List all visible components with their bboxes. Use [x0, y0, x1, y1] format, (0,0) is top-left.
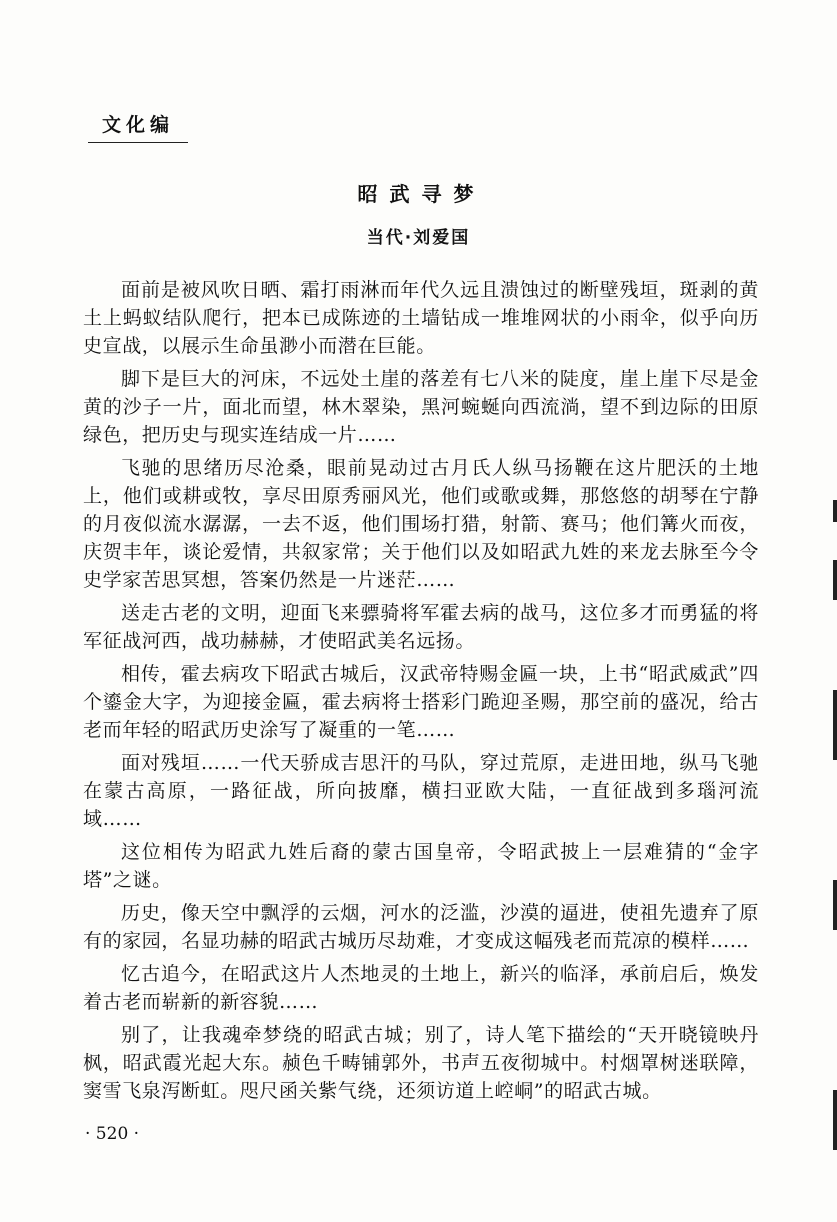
- paragraph: 面前是被风吹日晒、霜打雨淋而年代久远且溃蚀过的断壁残垣，斑剥的黄土上蚂蚁结队爬行，把本已成陈迹的土墙钻成一堆堆网状的小雨伞，似乎向历史宣战，以展示生命虽渺小而潜在巨能。: [83, 279, 759, 357]
- section-label: 文化编: [102, 114, 175, 136]
- paragraph: 别了，让我魂牵梦绕的昭武古城；别了，诗人笔下描绘的“天开晓镜映丹枫，昭武霞光起大东。赪色千畴铺郭外，书声五夜彻城中。村烟罩树迷联障，窦雪飞泉泻断虹。咫尺函关紫气绕，还须访道上崆峒”的昭武古城。: [83, 1024, 759, 1102]
- paragraph: 送走古老的文明，迎面飞来骠骑将军霍去病的战马，这位多才而勇猛的将军征战河西，战功赫赫，才使昭武美名远扬。: [83, 602, 759, 652]
- paragraph: 飞驰的思绪历尽沧桑，眼前晃动过古月氏人纵马扬鞭在这片肥沃的土地上，他们或耕或牧，享尽田原秀丽风光，他们或歌或舞，那悠悠的胡琴在宁静的月夜似流水潺潺，一去不返，他们围场打猎，射箭、赛马；他们篝火而夜，庆贺丰年，谈论爱情，共叙家常；关于他们以及如昭武九姓的来龙去脉至今令史学家苦思冥想，答案仍然是一片迷茫……: [83, 457, 759, 591]
- paragraph: 脚下是巨大的河床，不远处土崖的落差有七八米的陡度，崖上崖下尽是金黄的沙子一片，面北而望，林木翠染，黑河蜿蜒向西流淌，望不到边际的田原绿色，把历史与现实连结成一片……: [83, 368, 759, 446]
- article-body: [83, 276, 759, 1110]
- paragraph: 面对残垣……一代天骄成吉思汗的马队，穿过荒原，走进田地，纵马飞驰在蒙古高原，一路征战，所向披靡，横扫亚欧大陆，一直征战到多瑙河流域……: [83, 752, 759, 830]
- paragraph: 这位相传为昭武九姓后裔的蒙古国皇帝，令昭武披上一层难猜的“金字塔”之谜。: [83, 841, 759, 891]
- scan-edge-mark: [833, 880, 837, 930]
- page-number: · 520 ·: [85, 1124, 140, 1144]
- paragraph: 忆古追今，在昭武这片人杰地灵的土地上，新兴的临泽，承前启后，焕发着古老而崭新的新容貌……: [83, 963, 759, 1013]
- article-author: 当代·刘爱国: [366, 228, 471, 248]
- section-header: [88, 112, 188, 143]
- section-rule: [88, 142, 188, 143]
- scan-edge-mark: [833, 690, 837, 760]
- paragraph: 相传，霍去病攻下昭武古城后，汉武帝特赐金匾一块，上书“昭武威武”四个鎏金大字，为迎接金匾，霍去病将士搭彩门跪迎圣赐，那空前的盛况，给古老而年轻的昭武历史涂写了凝重的一笔……: [83, 663, 759, 741]
- paragraph: 历史，像天空中飘浮的云烟，河水的泛滥，沙漠的逼进，使祖先遗弃了原有的家园，名显功赫的昭武古城历尽劫难，才变成这幅残老而荒凉的模样……: [83, 902, 759, 952]
- article-title: 昭武寻梦: [357, 182, 486, 206]
- scan-edge-mark: [833, 560, 837, 600]
- scan-edge-mark: [833, 500, 837, 522]
- scan-edge-mark: [833, 1090, 837, 1150]
